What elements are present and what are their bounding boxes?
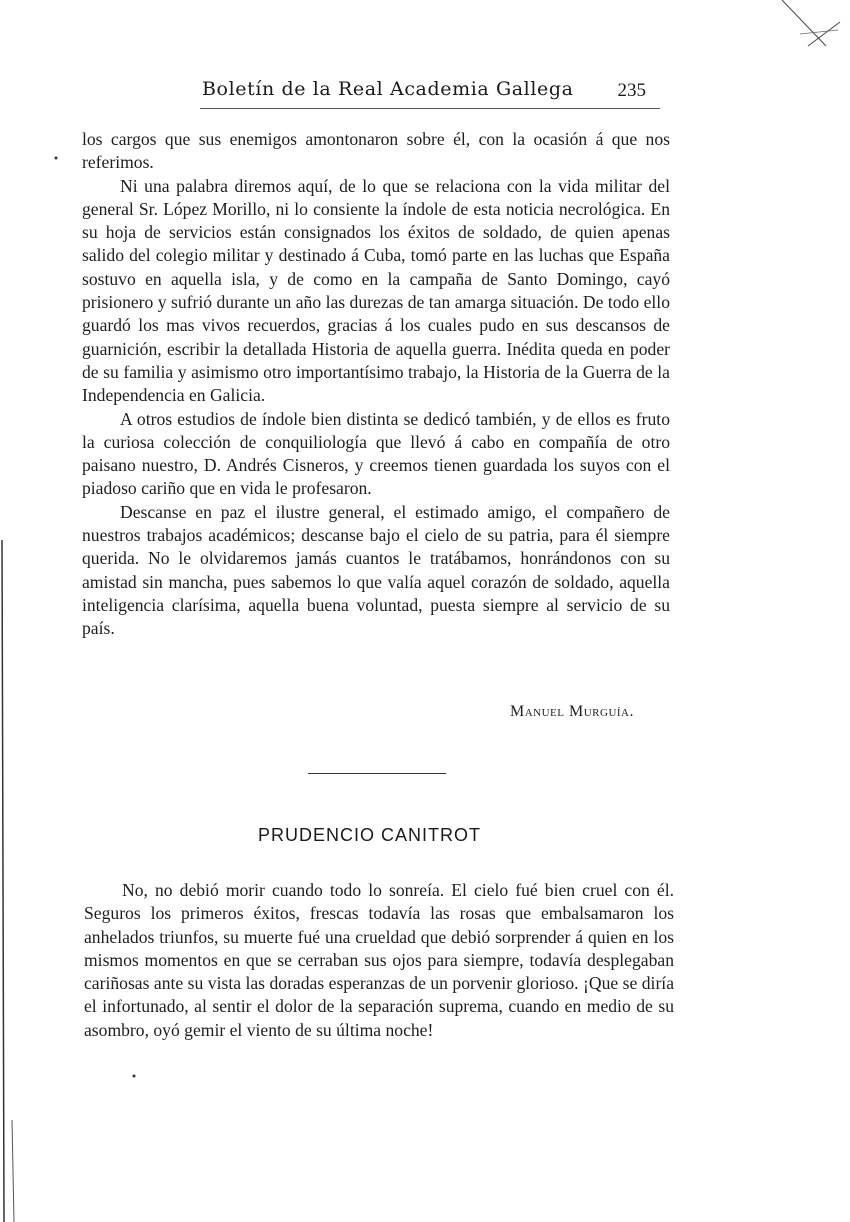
running-title: Boletín de la Real Academia Gallega — [202, 78, 574, 100]
paragraph: Descanse en paz el ilustre general, el estimado amigo, el compañero de nuestros trabajos académicos; descanse bajo el cielo de su patria, para él siempre querida. No le olvidaremos jamás cuantos le tratábamos, honrándonos con su amistad sin mancha, pues sabemos lo que valía aquel corazón de soldado, aquella inteligencia clarísima, aquella buena voluntad, puesta siempre al servicio de su país. — [82, 501, 670, 639]
article-one-body — [82, 128, 670, 641]
article-two-body — [84, 879, 674, 1042]
paragraph: No, no debió morir cuando todo lo sonreía. El cielo fué bien cruel con él. Seguros los primeros éxitos, frescas todavía las rosas que embalsamaron los anhelados triunfos, su muerte fué una crueldad que debió sorprender á quien en los mismos momentos en que se cerraban sus ojos para siempre, todavía desplegaban cariñosas ante su vista las doradas esperanzas de un porvenir glorioso. ¡Que se diría el infortunado, al sentir el dolor de la separación suprema, cuando en medio de su asombro, oyó gemir el viento de su última noche! — [84, 880, 674, 1040]
section-title: PRUDENCIO CANITROT — [258, 825, 482, 845]
running-header — [200, 78, 660, 109]
paragraph: Ni una palabra diremos aquí, de lo que se relaciona con la vida militar del general Sr. López Morillo, ni lo consiente la índole de esta noticia necrológica. En su hoja de servicios están consignados los éxitos de soldado, de quien apenas salido del colegio militar y destinado á Cuba, tomó parte en las luchas que España sostuvo en aquella isla, y de como en la campaña de Santo Domingo, cayó prisionero y sufrió durante un año las durezas de tan amarga situación. De todo ello guardó los mas vivos recuerdos, gracias á los cuales pudo en sus descansos de guarnición, escribir la detallada Historia de aquella guerra. Inédita queda en poder de su familia y asimismo otro importantísimo trabajo, la Historia de la Guerra de la Independencia en Galicia. — [82, 175, 670, 406]
page-number: 235 — [617, 80, 646, 101]
section-divider — [308, 773, 446, 774]
paragraph: los cargos que sus enemigos amontonaron sobre él, con la ocasión á que nos referimos. — [82, 129, 670, 173]
paragraph: A otros estudios de índole bien distinta se dedicó también, y de ellos es fruto la curiosa colección de conquiliología que llevó á cabo en compañía de otro paisano nuestro, D. Andrés Cisneros, y creemos tienen guardada los suyos con el piadoso cariño que en vida le profesaron. — [82, 408, 670, 499]
author-signature: Manuel Murguía. — [510, 703, 634, 720]
